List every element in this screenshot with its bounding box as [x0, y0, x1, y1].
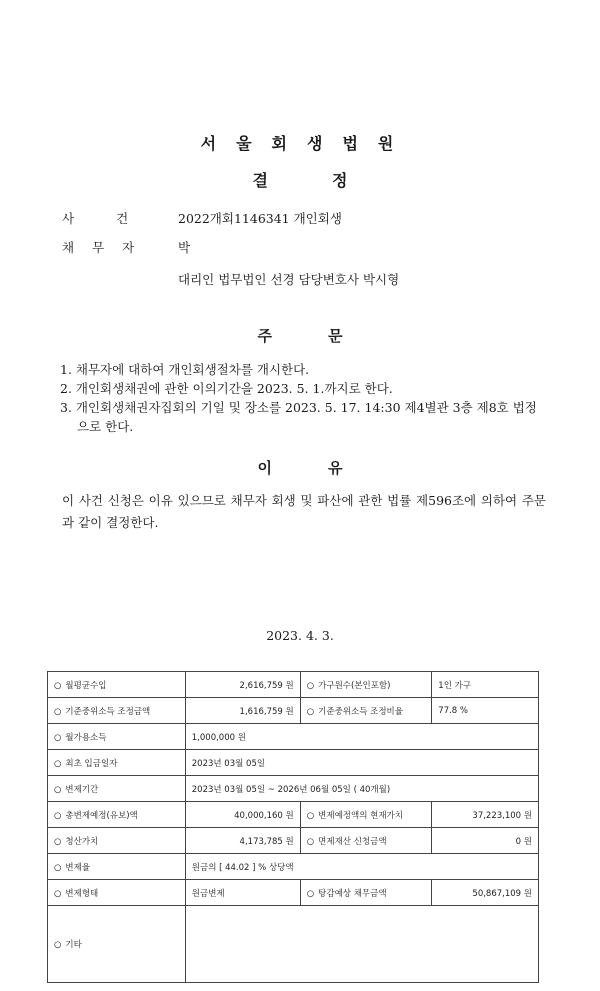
repay-type-value: 원금변제 — [185, 880, 300, 906]
order-item: 2. 개인회생채권에 관한 이의기간을 2023. 5. 1.까지로 한다. — [60, 381, 393, 396]
table-row — [48, 906, 539, 983]
other-label: 기타 — [65, 940, 82, 950]
bullet-icon: ○ — [306, 810, 315, 821]
adjusted-ratio-label: 기준중위소득 조정비율 — [318, 706, 403, 717]
reason-heading: 이유 — [257, 459, 399, 477]
bullet-icon: ○ — [54, 706, 62, 717]
liquidation-value: 4,173,785 원 — [185, 828, 300, 854]
bullet-icon: ○ — [54, 836, 62, 847]
debtor-name: 박 — [178, 240, 191, 255]
order-heading: 주문 — [257, 327, 399, 345]
bullet-icon: ○ — [54, 758, 62, 769]
bullet-icon: ○ — [54, 732, 62, 743]
order-list — [60, 360, 546, 436]
present-value-value: 37,223,100 원 — [432, 802, 539, 828]
table-row — [48, 698, 539, 724]
bullet-icon: ○ — [54, 862, 62, 873]
table-row — [48, 776, 539, 802]
adjusted-income-value: 1,616,759 원 — [185, 698, 300, 724]
order-item: 1. 채무자에 대하여 개인회생절차를 개시한다. — [60, 362, 310, 377]
table-row — [48, 672, 539, 698]
bullet-icon: ○ — [54, 784, 62, 795]
bullet-icon: ○ — [306, 706, 315, 717]
first-payment-label: 최초 입금일자 — [65, 758, 118, 769]
court-name: 서울회생법원 — [200, 134, 414, 153]
repay-rate-label: 변제율 — [65, 862, 91, 873]
other-value — [185, 906, 538, 983]
household-label: 가구원수(본인포함) — [318, 680, 391, 691]
present-value-label: 변제예정액의 현재가치 — [318, 810, 403, 821]
adjusted-ratio-value: 77.8 % — [432, 698, 539, 724]
case-label: 사건 — [62, 211, 171, 226]
table-row — [48, 724, 539, 750]
bullet-icon: ○ — [306, 836, 315, 847]
exempt-label: 면제재산 신청금액 — [318, 836, 387, 847]
first-payment-value: 2023년 03월 05일 — [185, 750, 538, 776]
case-number: 2022개회1146341 개인회생 — [178, 211, 342, 226]
adjusted-income-label: 기준중위소득 조정금액 — [65, 706, 151, 717]
household-value: 1인 가구 — [432, 672, 539, 698]
available-income-label: 월가용소득 — [65, 732, 107, 743]
bullet-icon: ○ — [306, 680, 315, 691]
total-repay-value: 40,000,160 원 — [185, 802, 300, 828]
order-item: 3. 개인회생채권자집회의 기일 및 장소를 2023. 5. 17. 14:30 제4별관 3층 제8호 법정으로 한다. — [60, 400, 537, 434]
repay-rate-value: 원금의 [ 44.02 ] % 상당액 — [185, 854, 538, 880]
total-repay-label: 총변제예정(유보)액 — [65, 810, 138, 821]
liquidation-label: 청산가치 — [65, 836, 99, 847]
period-value: 2023년 03월 05일 ~ 2026년 06월 05일 ( 40개월) — [185, 776, 538, 802]
debtor-label: 채무자 — [62, 240, 153, 255]
expected-debt-label: 탕감예상 채무금액 — [318, 888, 387, 899]
bullet-icon: ○ — [306, 888, 315, 899]
available-income-value: 1,000,000 원 — [185, 724, 538, 750]
table-row — [48, 854, 539, 880]
reason-text: 이 사건 신청은 이유 있으므로 채무자 회생 및 파산에 관한 법률 제596조에 의하여 주문과 같이 결정한다. — [62, 493, 546, 530]
period-label: 변제기간 — [65, 784, 99, 795]
bullet-icon: ○ — [54, 888, 62, 899]
table-row — [48, 828, 539, 854]
expected-debt-value: 50,867,109 원 — [432, 880, 539, 906]
bullet-icon: ○ — [54, 810, 62, 821]
bullet-icon: ○ — [54, 940, 62, 950]
bullet-icon: ○ — [54, 680, 62, 691]
decision-date: 2023. 4. 3. — [266, 628, 334, 643]
summary-table — [47, 671, 539, 983]
table-row — [48, 880, 539, 906]
exempt-value: 0 원 — [432, 828, 539, 854]
table-row — [48, 750, 539, 776]
document-title: 결정 — [252, 171, 412, 190]
table-row — [48, 802, 539, 828]
repay-type-label: 변제형태 — [65, 888, 99, 899]
agent-info: 대리인 법무법인 선경 담당변호사 박시형 — [178, 272, 400, 287]
monthly-income-value: 2,616,759 원 — [185, 672, 300, 698]
monthly-income-label: 월평균수입 — [65, 680, 107, 691]
